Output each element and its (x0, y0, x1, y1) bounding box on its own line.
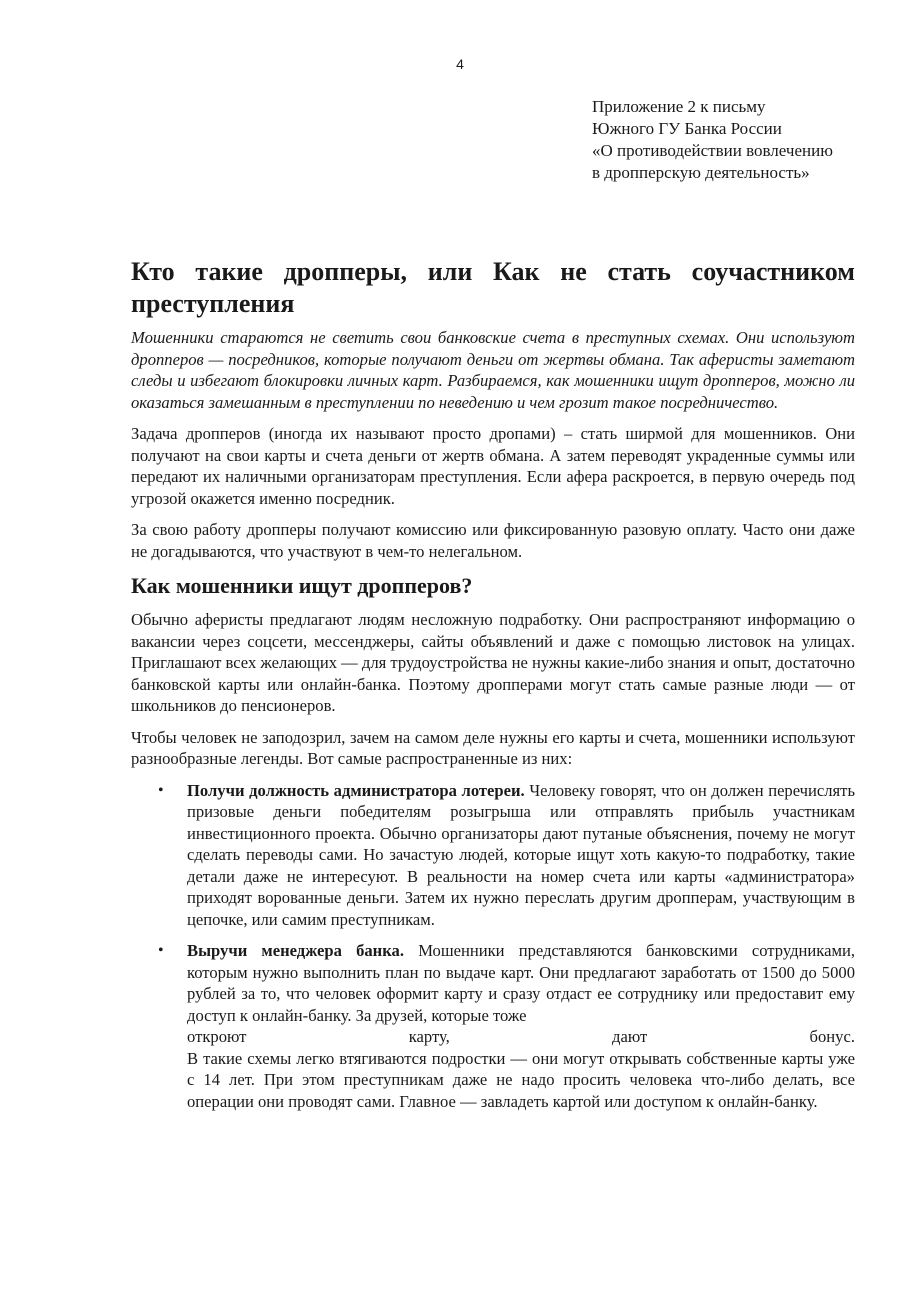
item-lead: Выручи менеджера банка. (187, 941, 405, 960)
article-title: Кто такие дропперы, или Как не стать соучастником преступления (131, 257, 855, 318)
spread-word: карту, (408, 1027, 450, 1046)
section-heading: Как мошенники ищут дропперов? (131, 573, 473, 598)
article (131, 256, 855, 1122)
body-paragraph: Задача дропперов (иногда их называют просто дропами) – стать ширмой для мошенников. Они получают на свои карты и счета деньги от жертв обмана. А затем переводят украденные суммы или передают их наличными организаторам преступления. Если афера раскроется, в первую очередь под угрозой окажется именно посредник. (131, 424, 855, 508)
item-text-continued: В реальности на номер счета или карты «администратора» приходят ворованные деньги. Затем их нужно переслать другим дропперам, участвующим в цепочке, или самим преступникам. (187, 866, 855, 929)
list-item (131, 780, 855, 931)
bullet-icon: • (158, 942, 164, 959)
appendix-note (592, 96, 902, 184)
item-text: Человеку говорят, что он должен перечислять призовые деньги победителям розыгрыша или отправлять прибыль участникам инвестиционного проекта. Обычно организаторы дают путаные объяснения, почему не могут сделать переводы сами. Но зачастую людей, которые ищут хоть какую-то подработку, такие детали даже не интересуют. (187, 780, 856, 886)
bullet-icon: • (158, 781, 164, 799)
lead-paragraph: Мошенники стараются не светить свои банковские счета в преступных схемах. Они используют дропперов — посредников, которые получают деньги от жертвы обмана. Так аферисты заметают следы и избегают блокировки личных карт. Разбираемся, как мошенники ищут дропперов, можно ли оказаться замешанным в преступлении по неведению и чем грозит такое посредничество. (131, 328, 855, 412)
body-paragraph: Чтобы человек не заподозрил, зачем на самом деле нужны его карты и счета, мошенники используют разнообразные легенды. Вот самые распространенные из них: (131, 727, 855, 768)
legend-list (131, 780, 855, 1113)
appendix-line: Приложение 2 к письму (592, 97, 766, 116)
body-paragraph: Обычно аферисты предлагают людям несложную подработку. Они распространяют информацию о вакансии через соцсети, мессенджеры, сайты объявлений и даже с помощью листовок на улицах. Приглашают всех желающих — для трудоустройства не нужны какие-либо знания и опыт, достаточно банковской карты или онлайн-банка. Поэтому дропперами могут стать самые разные люди — от школьников до пенсионеров. (131, 610, 855, 715)
item-text-continued: В такие схемы легко втягиваются подростки — они могут открывать собственные карты уже с 14 лет. При этом преступникам даже не надо просить человека что-либо делать, все операции они проводят сами. Главное — завладеть картой или доступом к онлайн-банку. (187, 1048, 855, 1111)
appendix-line: «О противодействии вовлечению (592, 141, 833, 160)
body-paragraph: За свою работу дропперы получают комиссию или фиксированную разовую оплату. Часто они даже не догадываются, что участвуют в чем-то нелегальном. (131, 520, 855, 561)
spread-line (187, 1026, 855, 1048)
item-lead: Получи должность администратора лотереи. (187, 780, 525, 800)
spread-word: откроют (187, 1027, 247, 1046)
spread-word: дают (612, 1027, 648, 1046)
item-text: Мошенники представляются банковскими сотрудниками, которым нужно выполнить план по выдаче карт. Они предлагают заработать от 1500 до 5000 рублей за то, что человек оформит карту и сразу отдаст ее сотруднику или предоставит ему доступ к онлайн-банку. За друзей, которые тоже (187, 941, 855, 1025)
appendix-line: в дропперскую деятельность» (592, 163, 810, 182)
list-item (131, 940, 855, 1112)
page-number: 4 (456, 56, 464, 72)
appendix-line: Южного ГУ Банка России (592, 119, 782, 138)
spread-word: бонус. (809, 1027, 855, 1046)
